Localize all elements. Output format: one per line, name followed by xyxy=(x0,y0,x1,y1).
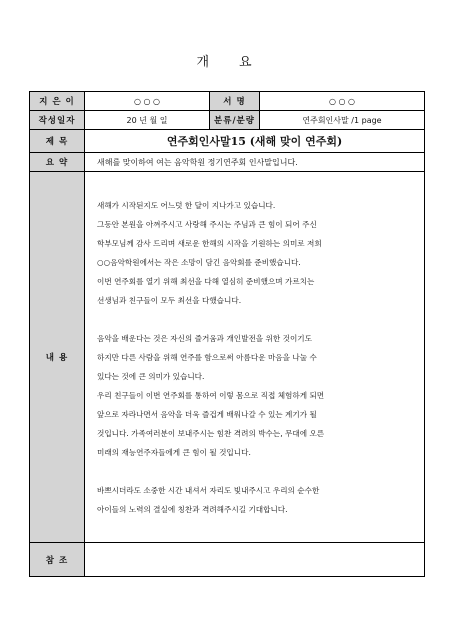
content-line: 미래의 재능연주자들에게 큰 힘이 될 것입니다. xyxy=(97,447,251,457)
content-line: 선생님과 친구들이 모두 최선을 다했습니다. xyxy=(97,295,242,305)
content-line: 것입니다. 가족여러분이 보내주시는 힘찬 격려의 박수는, 무대에 오른 xyxy=(97,428,325,438)
content-cell xyxy=(85,172,425,543)
summary-form-table xyxy=(29,91,425,577)
content-label: 내 용 xyxy=(30,172,85,543)
date-row xyxy=(30,111,425,130)
author-row xyxy=(30,92,425,111)
reference-label: 참 조 xyxy=(30,543,85,577)
date-value: 20 년 월 일 xyxy=(85,111,210,130)
content-row xyxy=(30,172,425,543)
content-line: 바쁘시더라도 소중한 시간 내셔서 자리도 빛내주시고 우리의 순수한 xyxy=(97,485,320,495)
summary-row xyxy=(30,153,425,172)
date-label: 작성일자 xyxy=(30,111,85,130)
sign-value: ○ ○ ○ xyxy=(260,92,425,111)
summary-label: 요 약 xyxy=(30,153,85,172)
reference-value xyxy=(85,543,425,577)
subject-label: 제 목 xyxy=(30,130,85,153)
content-line: 학부모님께 감사 드리며 새로운 한해의 시작을 기원하는 의미로 저희 xyxy=(97,238,322,248)
content-line: 음악을 배운다는 것은 자신의 즐거움과 개인발전을 위한 것이기도 xyxy=(97,333,312,343)
category-label: 분류/분량 xyxy=(210,111,260,130)
content-line: 그동안 본원을 아껴주시고 사랑해 주시는 주님과 큰 힘이 되어 주신 xyxy=(97,219,317,229)
author-value: ○ ○ ○ xyxy=(85,92,210,111)
content-line: 있다는 것에 큰 의미가 있습니다. xyxy=(97,371,205,381)
content-line: ○○음악학원에서는 작은 소망이 담긴 음악회를 준비했습니다. xyxy=(97,257,301,267)
sign-label: 서 명 xyxy=(210,92,260,111)
category-value: 연주회인사말 /1 page xyxy=(260,111,425,130)
title-char-1: 개 xyxy=(196,55,211,70)
content-line: 하지만 다른 사람을 위해 연주를 함으로써 아름다운 마음을 나눌 수 xyxy=(97,352,317,362)
subject-row xyxy=(30,130,425,153)
content-line: 우리 친구들이 이번 연주회를 통하여 이렇 몸으로 직접 체험하게 되면 xyxy=(97,390,325,400)
author-label: 지 은 이 xyxy=(30,92,85,111)
document-title xyxy=(0,51,450,70)
content-blank-line xyxy=(97,462,412,481)
content-body xyxy=(85,196,424,519)
summary-value: 새해를 맞이하여 여는 음악학원 정기연주회 인사말입니다. xyxy=(85,153,425,172)
title-char-2: 요 xyxy=(239,55,254,70)
content-line: 앞으로 자라나면서 음악을 더욱 즐겁게 배워나갈 수 있는 계기가 될 xyxy=(97,409,317,419)
reference-row xyxy=(30,543,425,577)
content-blank-line xyxy=(97,310,412,329)
subject-value: 연주회인사말15 (새해 맞이 연주회) xyxy=(85,130,425,153)
content-line: 새해가 시작된지도 어느덧 한 달이 지나가고 있습니다. xyxy=(97,200,276,210)
content-line: 이번 연주회를 열기 위해 최선을 다해 열심히 준비했으며 가르치는 xyxy=(97,276,315,286)
content-line: 아이들의 노력의 결실에 칭찬과 격려해주시길 기대합니다. xyxy=(97,504,288,514)
